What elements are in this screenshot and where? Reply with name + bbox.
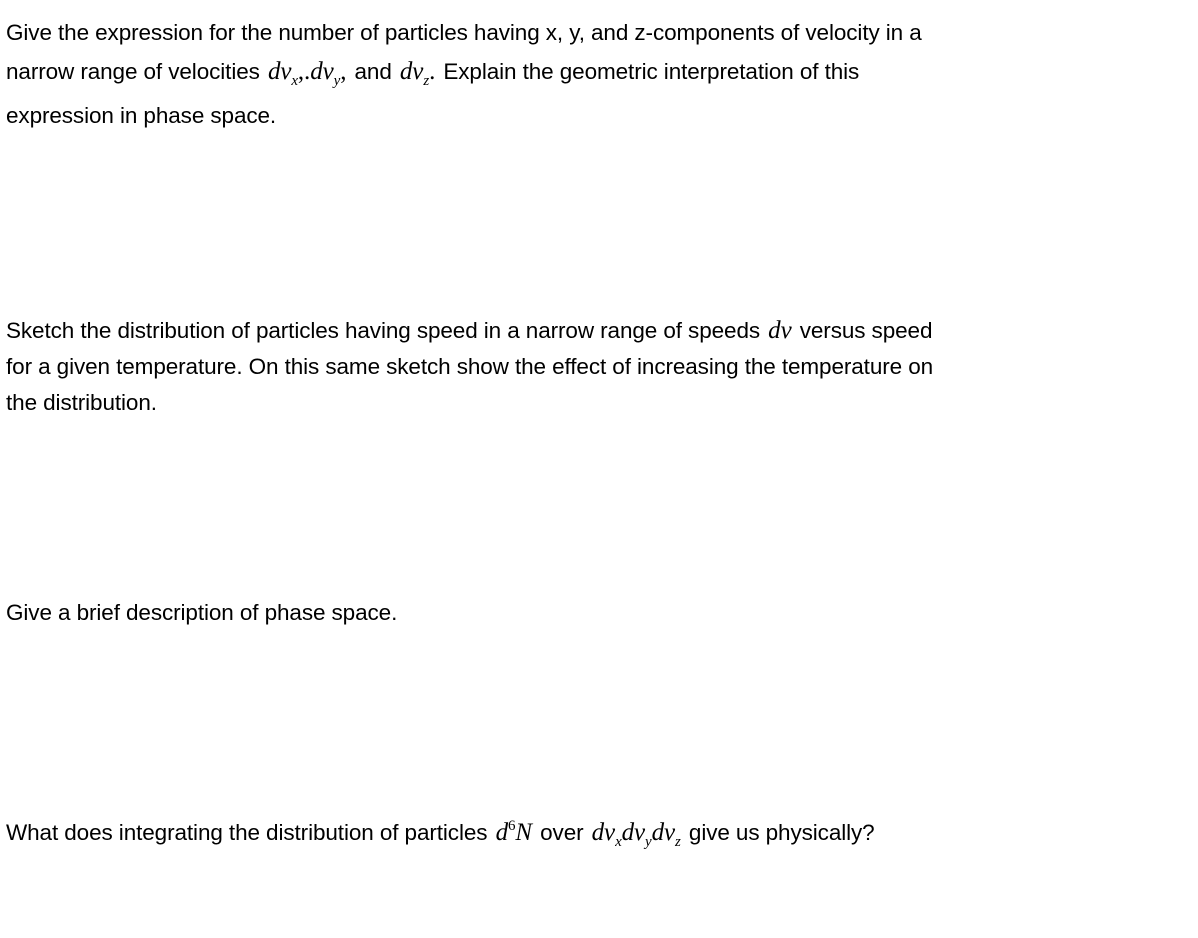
math-dv-z-base: dv xyxy=(399,58,424,85)
math-separator-1: ,. xyxy=(297,58,311,85)
question-2-line-1-prefix: Sketch the distribution of particles having speed in a narrow range of speeds xyxy=(6,318,761,343)
question-4-prefix: What does integrating the distribution of particles xyxy=(6,820,488,845)
math-dvz-base: dv xyxy=(651,819,675,846)
math-dv: dv xyxy=(768,317,792,344)
question-integrating-distribution xyxy=(6,815,1066,851)
question-1-and: and xyxy=(354,59,392,84)
math-dv-y-subscript: y xyxy=(333,73,341,89)
math-separator-2: , xyxy=(340,58,347,85)
question-2-line-2: for a given temperature. On this same sketch show the effect of increasing the temperature on xyxy=(6,354,934,379)
question-4-suffix: give us physically? xyxy=(688,820,875,845)
question-2-line-3: the distribution. xyxy=(6,390,157,415)
math-dvx-base: dv xyxy=(591,819,616,846)
math-dvy-subscript: y xyxy=(645,834,652,850)
math-dv-z-subscript: z xyxy=(423,73,430,89)
question-1-line-2-suffix: Explain the geometric interpretation of this xyxy=(443,59,860,84)
math-d6n-d: d xyxy=(495,819,508,846)
question-1-line-1: Give the expression for the number of particles having x, y, and z-components of velocity in a xyxy=(6,20,922,45)
question-4-line-1 xyxy=(6,815,1066,851)
math-d6n-n: N xyxy=(515,819,532,846)
question-speed-distribution-sketch xyxy=(6,313,1066,421)
math-dvy-base: dv xyxy=(621,819,646,846)
math-d6n-exponent: 6 xyxy=(507,818,516,834)
question-2-line-1-suffix: versus speed xyxy=(799,318,933,343)
math-dv-y-base: dv xyxy=(310,58,334,85)
question-2-line-1 xyxy=(6,313,1066,349)
math-dv-x-base: dv xyxy=(267,58,292,85)
math-dv-z xyxy=(398,58,437,89)
question-1-line-3: expression in phase space. xyxy=(6,103,277,128)
math-dvx-dvy-dvz xyxy=(590,819,683,850)
math-d6n xyxy=(494,819,534,846)
math-separator-3: . xyxy=(429,58,436,85)
math-dvx-subscript: x xyxy=(615,834,622,850)
question-1-line-2-prefix: narrow range of velocities xyxy=(6,59,260,84)
math-dv-x xyxy=(266,58,348,89)
question-phase-space-description xyxy=(6,595,1066,631)
math-dv-x-subscript: x xyxy=(291,73,298,89)
question-3-line-1: Give a brief description of phase space. xyxy=(6,600,398,625)
question-1-line-2 xyxy=(6,54,1066,90)
question-velocity-components xyxy=(6,15,1066,134)
math-dvz-subscript: z xyxy=(675,834,681,850)
question-4-over: over xyxy=(540,820,584,845)
